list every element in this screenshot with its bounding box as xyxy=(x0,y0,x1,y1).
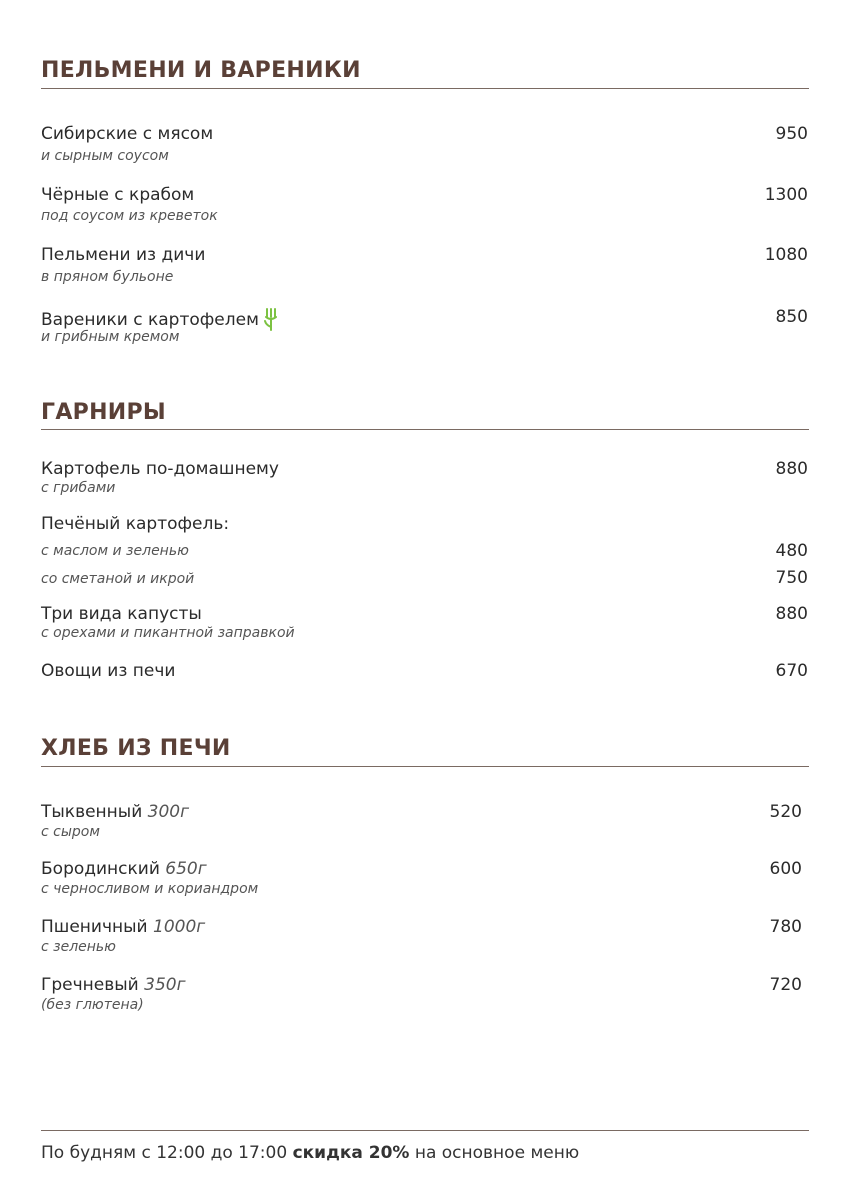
vegetarian-leaf-icon xyxy=(263,307,277,331)
menu-item-price: 750 xyxy=(775,568,808,588)
menu-item-name: Три вида капусты xyxy=(41,604,202,624)
menu-item-name: Сибирские с мясом xyxy=(41,124,214,144)
menu-item-name-row xyxy=(41,859,207,879)
menu-item-description: под соусом из креветок xyxy=(41,208,218,224)
menu-item-name: Тыквенный xyxy=(41,802,143,822)
section-divider xyxy=(41,766,809,767)
menu-item-description: в пряном бульоне xyxy=(41,269,174,285)
menu-item-description: и сырным соусом xyxy=(41,148,169,164)
footer-promo xyxy=(41,1143,579,1163)
menu-item-name-row xyxy=(41,917,205,937)
menu-item-name: Печёный картофель: xyxy=(41,514,230,534)
footer-prefix: По будням с 12:00 до 17:00 xyxy=(41,1143,293,1163)
menu-item-price: 1300 xyxy=(764,185,808,205)
menu-item-price: 950 xyxy=(775,124,808,144)
menu-item-variant: со сметаной и икрой xyxy=(41,571,195,587)
menu-item-description: с сыром xyxy=(41,824,100,840)
menu-item-name: Пельмени из дичи xyxy=(41,245,206,265)
menu-item-price: 880 xyxy=(775,604,808,624)
menu-item-description: (без глютена) xyxy=(41,997,144,1013)
menu-item-name: Чёрные с крабом xyxy=(41,185,195,205)
section-title-bread: ХЛЕБ ИЗ ПЕЧИ xyxy=(41,736,231,761)
section-divider xyxy=(41,88,809,89)
menu-item-name: Овощи из печи xyxy=(41,661,176,681)
menu-item-name: Бородинский xyxy=(41,859,160,879)
menu-item-description: с грибами xyxy=(41,480,116,496)
menu-item-weight: 350г xyxy=(144,975,186,995)
menu-item-description: с черносливом и кориандром xyxy=(41,881,259,897)
menu-item-name: Пшеничный xyxy=(41,917,148,937)
section-divider xyxy=(41,429,809,430)
menu-item-name: Вареники с картофелем xyxy=(41,310,259,330)
menu-item-price: 850 xyxy=(775,307,808,327)
menu-item-description: с орехами и пикантной заправкой xyxy=(41,625,295,641)
menu-item-name: Картофель по-домашнему xyxy=(41,459,279,479)
footer-divider xyxy=(41,1130,809,1131)
menu-item-variant: с маслом и зеленью xyxy=(41,543,189,559)
menu-item-price: 780 xyxy=(769,917,802,937)
menu-item-weight: 300г xyxy=(147,802,190,822)
footer-suffix: на основное меню xyxy=(409,1143,580,1163)
menu-item-price: 480 xyxy=(775,541,808,561)
menu-item-description: с зеленью xyxy=(41,939,116,955)
menu-item-price: 670 xyxy=(775,661,808,681)
menu-item-description: и грибным кремом xyxy=(41,329,180,345)
menu-item-name-row xyxy=(41,802,189,822)
menu-item-price: 880 xyxy=(775,459,808,479)
footer-discount: скидка 20% xyxy=(292,1143,410,1163)
menu-item-price: 720 xyxy=(769,975,802,995)
section-title-sides: ГАРНИРЫ xyxy=(41,400,167,425)
menu-item-weight: 1000г xyxy=(153,917,206,937)
menu-item-weight: 650г xyxy=(165,859,207,879)
section-title-dumplings: ПЕЛЬМЕНИ И ВАРЕНИКИ xyxy=(41,58,361,83)
menu-item-price: 520 xyxy=(769,802,802,822)
menu-item-price: 600 xyxy=(769,859,802,879)
menu-item-name-row xyxy=(41,975,186,995)
menu-item-name: Гречневый xyxy=(41,975,139,995)
menu-item-price: 1080 xyxy=(764,245,808,265)
